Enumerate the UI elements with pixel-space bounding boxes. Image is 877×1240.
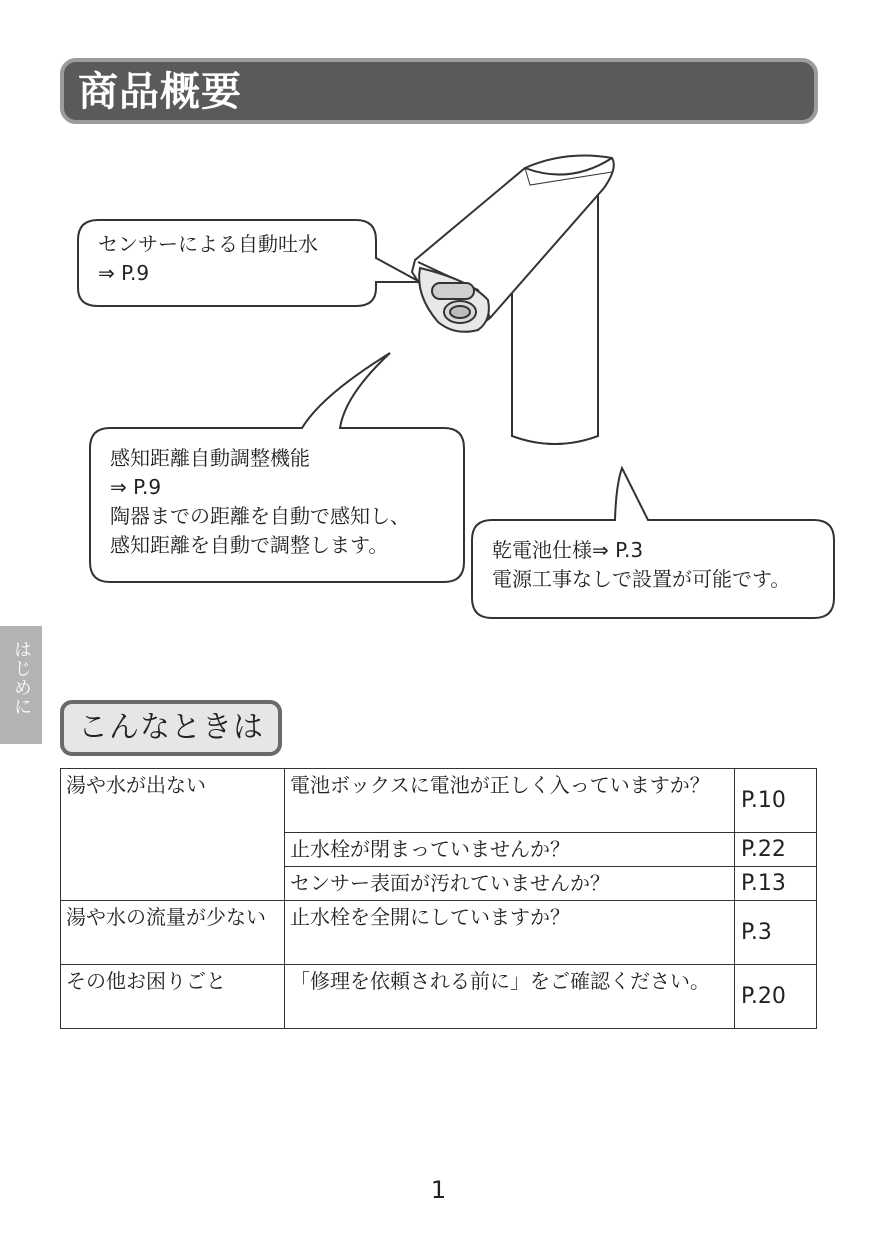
callout-sensor-link[interactable]: ⇒ P.9 — [98, 261, 150, 285]
faq-problem-cell: その他お困りごと — [61, 965, 285, 1029]
faq-check-cell: 止水栓を全開にしていますか？ — [285, 901, 735, 965]
section-title-bar — [60, 58, 818, 124]
faq-check-cell: 止水栓が閉まっていませんか？ — [285, 833, 735, 867]
callout-sensor-text — [98, 230, 318, 288]
table-row — [61, 965, 817, 1029]
faq-check-cell: センサー表面が汚れていませんか？ — [285, 867, 735, 901]
table-row — [61, 901, 817, 965]
faq-check-cell: 電池ボックスに電池が正しく入っていますか？ — [285, 769, 735, 833]
faq-problem-cell: 湯や水の流量が少ない — [61, 901, 285, 965]
faq-page-link[interactable]: P.20 — [735, 965, 817, 1029]
faucet-icon — [412, 156, 614, 444]
faq-table — [60, 768, 817, 1029]
faq-page-link[interactable]: P.22 — [735, 833, 817, 867]
callout-distance-line3: 陶器までの距離を自動で感知し、 — [110, 504, 410, 528]
callout-distance-link[interactable]: ⇒ P.9 — [110, 475, 162, 499]
callout-battery-line1[interactable]: 乾電池仕様⇒ P.3 — [492, 538, 644, 562]
section2-title-box — [60, 700, 282, 756]
callout-sensor-line1: センサーによる自動吐水 — [98, 232, 318, 256]
section2-title: こんなときは — [78, 710, 264, 745]
callout-distance-text — [110, 444, 410, 560]
callout-distance-line1: 感知距離自動調整機能 — [110, 446, 310, 470]
callout-distance-line4: 感知距離を自動で調整します。 — [110, 533, 389, 557]
faq-page-link[interactable]: P.3 — [735, 901, 817, 965]
faq-page-link[interactable]: P.13 — [735, 867, 817, 901]
page-number: 1 — [430, 1176, 447, 1204]
callout-battery-line2: 電源工事なしで設置が可能です。 — [492, 567, 791, 591]
callout-battery-text — [492, 536, 790, 594]
side-tab-label: はじめに — [11, 640, 32, 716]
faq-check-cell: 「修理を依頼される前に」をご確認ください。 — [285, 965, 735, 1029]
table-row — [61, 769, 817, 833]
side-tab — [0, 626, 42, 744]
page-title: 商品概要 — [78, 69, 242, 115]
faq-problem-cell: 湯や水が出ない — [61, 769, 285, 901]
faq-page-link[interactable]: P.10 — [735, 769, 817, 833]
